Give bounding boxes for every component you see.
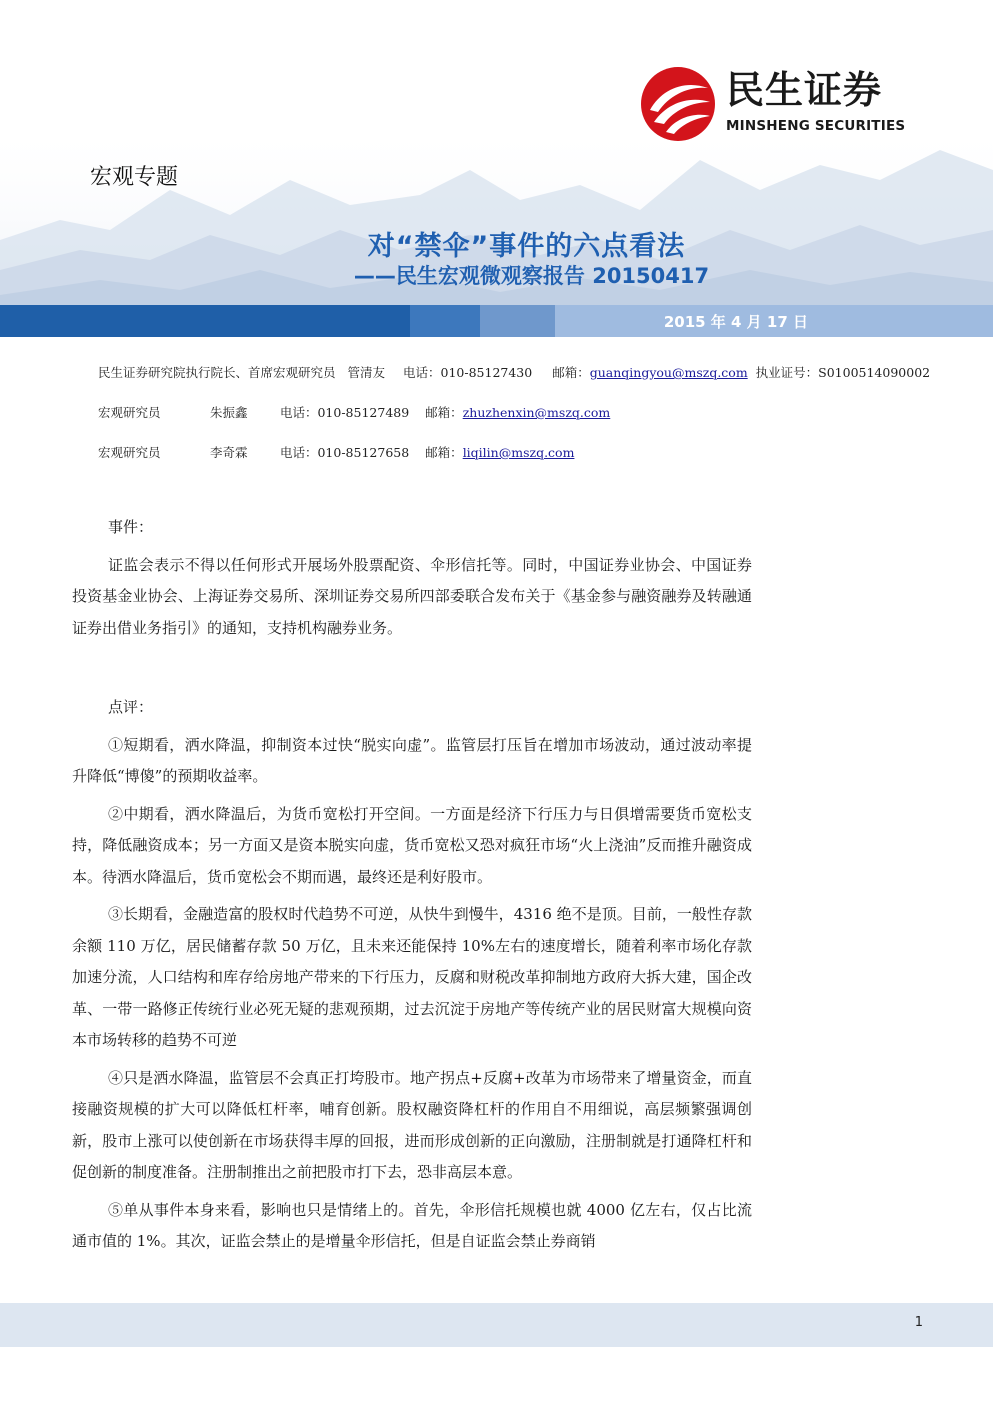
contact-email-link[interactable]: liqilin@mszq.com (462, 445, 575, 460)
minsheng-logo-icon (640, 66, 716, 142)
event-heading: 事件： (108, 518, 154, 536)
contact-name: 李奇霖 (209, 445, 248, 460)
band-segment (480, 305, 555, 337)
contact-role: 宏观研究员 (98, 405, 161, 420)
comment-heading: 点评： (108, 698, 154, 716)
band-segment (0, 305, 410, 337)
logo-chinese-name: 民生证券 (726, 68, 883, 112)
contact-email-link[interactable]: guanqingyou@mszq.com (589, 365, 748, 380)
report-title: 对“禁伞”事件的六点看法 (367, 231, 686, 262)
contact-phone: 电话：010-85127658 (279, 445, 410, 460)
contact-row (98, 363, 930, 381)
report-category: 宏观专题 (90, 165, 179, 190)
contact-name: 管清友 (347, 365, 386, 380)
contact-row (98, 443, 574, 461)
mountain-illustration (0, 120, 993, 320)
logo-english-name: MINSHENG SECURITIES (726, 118, 906, 134)
page-number: 1 (914, 1315, 923, 1330)
contact-license: 执业证号：S0100514090002 (755, 365, 931, 380)
contact-email-label: 邮箱： (552, 365, 590, 380)
brand-logo (640, 62, 930, 142)
comment-point: ③长期看，金融造富的股权时代趋势不可逆，从快牛到慢牛，4316 绝不是顶。目前，一般性存款余额 110 万亿，居民储蓄存款 50 万亿，且未来还能保持 10%左右的速度增长，随着利率市场化存款加速分流，人口结构和库存给房地产带来的下行压力，反腐和财税改革抑制地方政府大拆大建，国企改革、一带一路修正传统行业必死无疑的悲观预期，过去沉淀于房地产等传统产业的居民财富大规模向资本市场转移的趋势不可逆 (72, 905, 752, 1049)
contact-email-label: 邮箱： (425, 445, 463, 460)
contact-phone: 电话：010-85127430 (403, 365, 533, 380)
contact-role: 宏观研究员 (98, 445, 161, 460)
event-paragraph: 证监会表示不得以任何形式开展场外股票配资、伞形信托等。同时，中国证券业协会、中国证券投资基金业协会、上海证券交易所、深圳证券交易所四部委联合发布关于《基金参与融资融券及转融通证券出借业务指引》的通知，支持机构融券业务。 (72, 555, 752, 637)
contact-role: 民生证券研究院执行院长、首席宏观研究员 (98, 365, 336, 380)
contact-email-label: 邮箱： (425, 405, 463, 420)
report-body (72, 512, 752, 1258)
report-subtitle: ——民生宏观微观察报告 20150417 (353, 264, 710, 288)
comment-point: ②中期看，洒水降温后，为货币宽松打开空间。一方面是经济下行压力与日俱增需要货币宽松支持，降低融资成本；另一方面又是资本脱实向虚，货币宽松又恐对疯狂市场“火上浇油”反而推升融资成本。待洒水降温后，货币宽松会不期而遇，最终还是利好股市。 (72, 804, 752, 886)
contact-row (98, 403, 610, 421)
contact-name: 朱振鑫 (209, 405, 248, 420)
contact-phone: 电话：010-85127489 (279, 405, 410, 420)
date-band (0, 305, 993, 337)
report-date: 2015 年 4 月 17 日 (663, 313, 808, 331)
page-footer (0, 1303, 993, 1347)
comment-point: ④只是洒水降温，监管层不会真正打垮股市。地产拐点+反腐+改革为市场带来了增量资金，而直接融资规模的扩大可以降低杠杆率，哺育创新。股权融资降杠杆的作用自不用细说，高层频繁强调创新，股市上涨可以使创新在市场获得丰厚的回报，进而形成创新的正向激励，注册制就是打通降杠杆和促创新的制度准备。注册制推出之前把股市打下去，恐非高层本意。 (72, 1068, 752, 1181)
comment-point: ⑤单从事件本身来看，影响也只是情绪上的。首先，伞形信托规模也就 4000 亿左右，仅占比流通市值的 1%。其次，证监会禁止的是增量伞形信托，但是自证监会禁止券商销 (72, 1200, 752, 1250)
comment-point: ①短期看，洒水降温，抑制资本过快“脱实向虚”。监管层打压旨在增加市场波动，通过波动率提升降低“博傻”的预期收益率。 (72, 735, 752, 785)
band-segment (410, 305, 480, 337)
contact-email-link[interactable]: zhuzhenxin@mszq.com (462, 405, 611, 420)
